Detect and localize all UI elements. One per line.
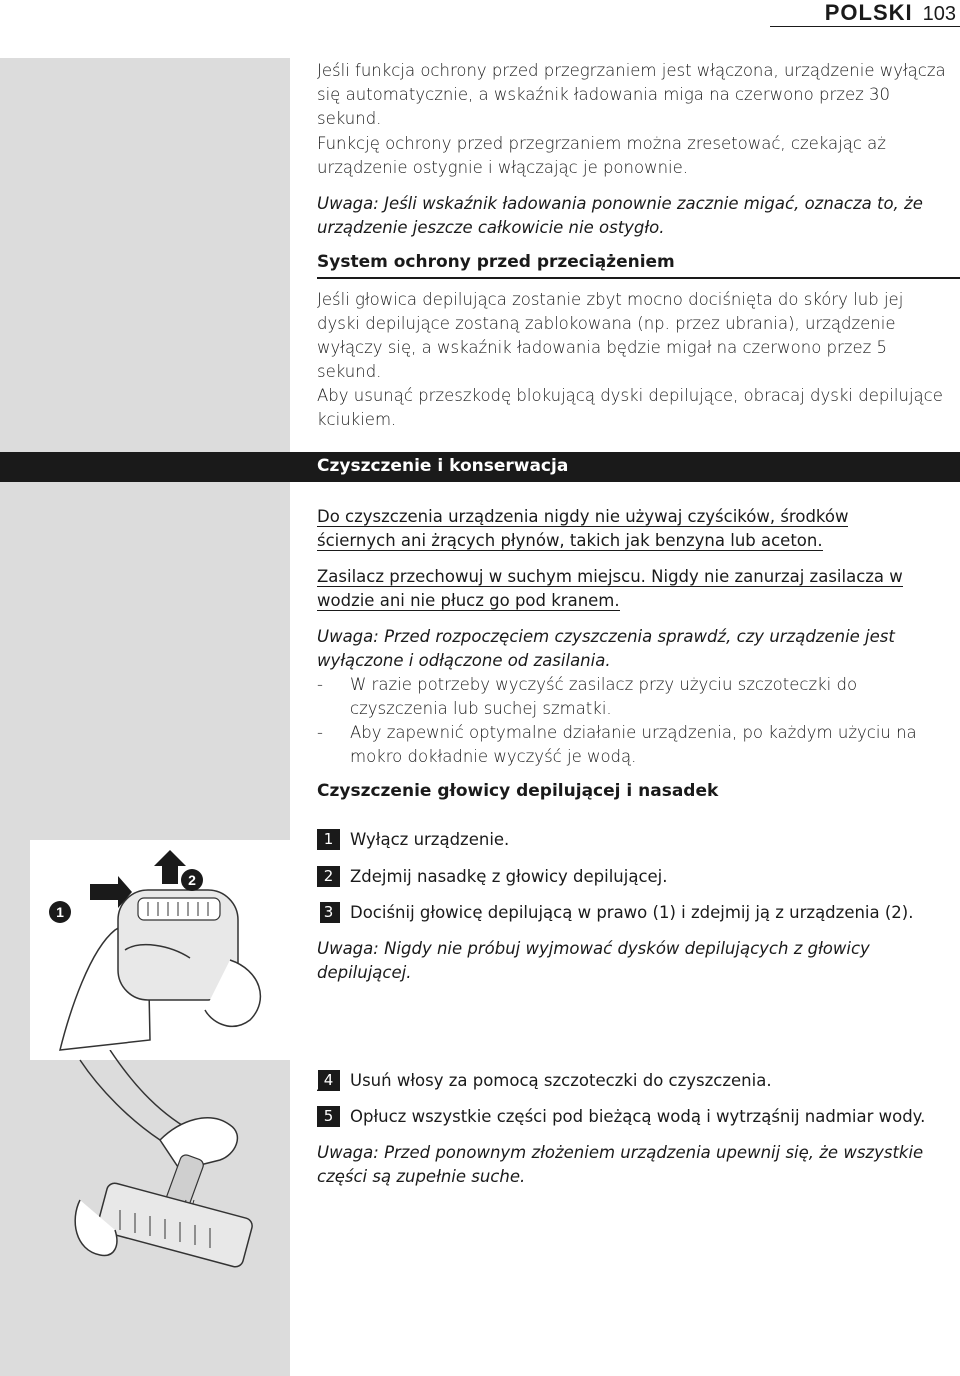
intro-paragraph-2: Funkcję ochrony przed przegrzaniem można zresetować, czekając aż urządzenie ostygnie i włączając je ponownie.	[317, 134, 886, 177]
warning-1	[317, 505, 848, 553]
step-3	[317, 902, 913, 923]
warning-2-line-2: wodzie ani nie płucz go pod kranem.	[317, 591, 620, 610]
illustration-brush-clean	[60, 1050, 320, 1280]
sub-heading-cleaning-head: Czyszczenie głowicy depilującej i nasadek	[317, 781, 719, 801]
page-number: 103	[922, 3, 956, 25]
overload-paragraph-2: Aby usunąć przeszkodę blokującą dyski depilujące, obracaj dyski depilujące kciukiem.	[317, 386, 943, 429]
step-number: 1	[317, 829, 340, 850]
illustration-remove-head	[30, 840, 320, 1060]
bullet-text: Aby zapewnić optymalne działanie urządzenia, po każdym użyciu na mokro dokładnie wyczyść je wodą.	[350, 723, 917, 766]
step-text: Zdejmij nasadkę z głowicy depilującej.	[350, 867, 668, 886]
callout-2-label: 2	[188, 872, 196, 888]
intro-note: Uwaga: Jeśli wskaźnik ładowania ponownie zacznie migać, oznacza to, że urządzenie jeszcze całkowicie nie ostygło.	[317, 194, 923, 237]
heading-rule	[317, 277, 960, 279]
bullet-text: W razie potrzeby wyczyść zasilacz przy użyciu szczoteczki do czyszczenia lub suchej szmatki.	[350, 675, 858, 718]
step-2	[317, 866, 668, 887]
step-5	[317, 1106, 925, 1127]
warning-2	[317, 565, 903, 613]
intro-paragraph-1: Jeśli funkcja ochrony przed przegrzaniem jest włączona, urządzenie wyłącza się automatycznie, a wskaźnik ładowania miga na czerwono przez 30 sekund.	[317, 61, 946, 128]
header-rule	[770, 26, 960, 27]
step-1	[317, 829, 509, 850]
step-text: Dociśnij głowicę depilującą w prawo (1) i zdejmij ją z urządzenia (2).	[350, 903, 914, 922]
callout-1-label: 1	[56, 904, 64, 920]
warning-1-line-1: Do czyszczenia urządzenia nigdy nie używaj czyścików, środków	[317, 507, 849, 526]
step-number: 4	[317, 1070, 340, 1091]
language-label: POLSKI	[824, 0, 913, 25]
cleaning-note-3: Uwaga: Przed ponownym złożeniem urządzenia upewnij się, że wszystkie części są zupełnie suche.	[317, 1143, 924, 1186]
step-number: 2	[317, 866, 340, 887]
page-header	[825, 0, 960, 26]
step-text: Wyłącz urządzenie.	[350, 830, 510, 849]
step-text: Usuń włosy za pomocą szczoteczki do czyszczenia.	[350, 1071, 772, 1090]
warning-2-line-1: Zasilacz przechowuj w suchym miejscu. Nigdy nie zanurzaj zasilacza w	[317, 567, 903, 586]
warning-1-line-2: ściernych ani żrących płynów, takich jak benzyna lub aceton.	[317, 531, 823, 550]
section-heading-overload: System ochrony przed przeciążeniem	[317, 252, 675, 272]
step-number: 3	[317, 902, 340, 923]
overload-paragraph-1: Jeśli głowica depilująca zostanie zbyt mocno dociśnięta do skóry lub jej dyski depilujące zostaną zablokowana (np. przez ubrania), urządzenie wyłączy się, a wskaźnik ładowania będzie migał na czerwono przez 5 sekund.	[317, 290, 904, 381]
step-4	[317, 1070, 772, 1091]
step-text: Opłucz wszystkie części pod bieżącą wodą i wytrząśnij nadmiar wody.	[350, 1107, 926, 1126]
step-number: 5	[317, 1106, 340, 1127]
cleaning-note-2: Uwaga: Nigdy nie próbuj wyjmować dysków depilujących z głowicy depilującej.	[317, 939, 870, 982]
section-banner-title: Czyszczenie i konserwacja	[317, 456, 569, 476]
cleaning-note: Uwaga: Przed rozpoczęciem czyszczenia sprawdź, czy urządzenie jest wyłączone i odłączone od zasilania.	[317, 627, 895, 670]
section-banner	[0, 452, 960, 482]
